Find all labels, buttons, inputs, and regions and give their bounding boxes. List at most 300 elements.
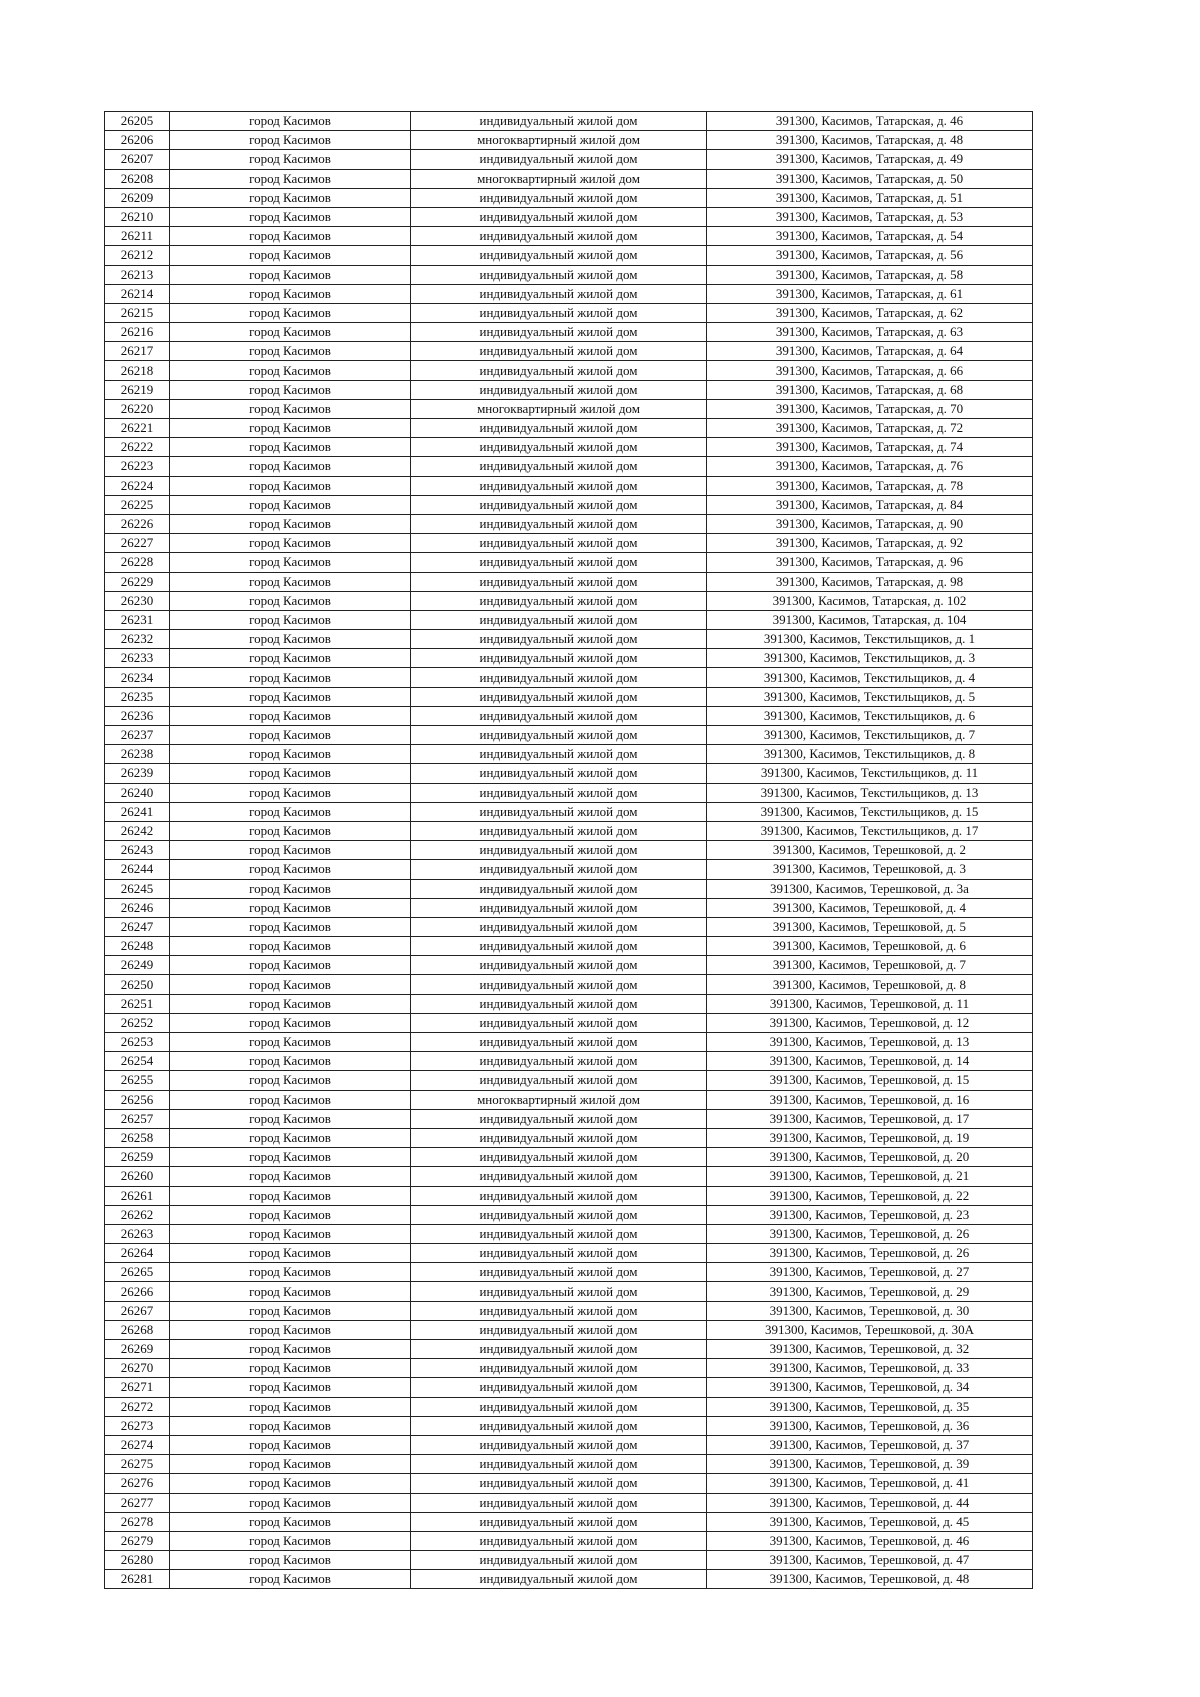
table-row [105,821,1033,840]
building-type-cell: индивидуальный жилой дом [411,150,707,169]
table-row [105,169,1033,188]
address-cell: 391300, Касимов, Терешковой, д. 11 [707,994,1033,1013]
building-type-cell: индивидуальный жилой дом [411,1531,707,1550]
building-type-cell: индивидуальный жилой дом [411,668,707,687]
building-type-cell: индивидуальный жилой дом [411,1263,707,1282]
municipality-cell: город Касимов [170,361,411,380]
record-number-cell: 26251 [105,994,170,1013]
building-type-cell: индивидуальный жилой дом [411,687,707,706]
address-cell: 391300, Касимов, Татарская, д. 84 [707,495,1033,514]
table-row [105,399,1033,418]
building-type-cell: индивидуальный жилой дом [411,860,707,879]
table-row [105,457,1033,476]
table-row [105,534,1033,553]
building-type-cell: индивидуальный жилой дом [411,380,707,399]
record-number-cell: 26215 [105,303,170,322]
address-cell: 391300, Касимов, Терешковой, д. 4 [707,898,1033,917]
table-row [105,419,1033,438]
address-cell: 391300, Касимов, Терешковой, д. 33 [707,1359,1033,1378]
building-type-cell: индивидуальный жилой дом [411,1282,707,1301]
address-cell: 391300, Касимов, Терешковой, д. 29 [707,1282,1033,1301]
record-number-cell: 26232 [105,630,170,649]
record-number-cell: 26271 [105,1378,170,1397]
building-type-cell: индивидуальный жилой дом [411,246,707,265]
building-type-cell: индивидуальный жилой дом [411,1474,707,1493]
building-type-cell: многоквартирный жилой дом [411,169,707,188]
address-cell: 391300, Касимов, Татарская, д. 72 [707,419,1033,438]
municipality-cell: город Касимов [170,514,411,533]
building-type-cell: индивидуальный жилой дом [411,1551,707,1570]
building-type-cell: индивидуальный жилой дом [411,1435,707,1454]
table-row [105,1340,1033,1359]
table-row [105,514,1033,533]
table-row [105,476,1033,495]
building-type-cell: индивидуальный жилой дом [411,706,707,725]
table-row [105,323,1033,342]
table-row [105,994,1033,1013]
address-cell: 391300, Касимов, Терешковой, д. 47 [707,1551,1033,1570]
municipality-cell: город Касимов [170,975,411,994]
address-cell: 391300, Касимов, Татарская, д. 104 [707,610,1033,629]
record-number-cell: 26209 [105,188,170,207]
building-type-cell: индивидуальный жилой дом [411,1570,707,1589]
table-row [105,668,1033,687]
address-cell: 391300, Касимов, Терешковой, д. 26 [707,1244,1033,1263]
municipality-cell: город Касимов [170,1340,411,1359]
record-number-cell: 26235 [105,687,170,706]
table-row [105,1570,1033,1589]
municipality-cell: город Касимов [170,1128,411,1147]
municipality-cell: город Касимов [170,1512,411,1531]
address-cell: 391300, Касимов, Терешковой, д. 41 [707,1474,1033,1493]
address-cell: 391300, Касимов, Текстильщиков, д. 1 [707,630,1033,649]
table-row [105,207,1033,226]
municipality-cell: город Касимов [170,1071,411,1090]
table-row [105,1263,1033,1282]
table-row [105,150,1033,169]
municipality-cell: город Касимов [170,1397,411,1416]
address-cell: 391300, Касимов, Терешковой, д. 27 [707,1263,1033,1282]
municipality-cell: город Касимов [170,1186,411,1205]
address-cell: 391300, Касимов, Татарская, д. 68 [707,380,1033,399]
record-number-cell: 26250 [105,975,170,994]
building-type-cell: индивидуальный жилой дом [411,1071,707,1090]
municipality-cell: город Касимов [170,956,411,975]
record-number-cell: 26238 [105,745,170,764]
address-cell: 391300, Касимов, Текстильщиков, д. 6 [707,706,1033,725]
table-row [105,1397,1033,1416]
building-type-cell: индивидуальный жилой дом [411,419,707,438]
municipality-cell: город Касимов [170,419,411,438]
record-number-cell: 26237 [105,726,170,745]
municipality-cell: город Касимов [170,1167,411,1186]
building-type-cell: индивидуальный жилой дом [411,764,707,783]
address-cell: 391300, Касимов, Терешковой, д. 30А [707,1320,1033,1339]
address-cell: 391300, Касимов, Терешковой, д. 12 [707,1013,1033,1032]
address-cell: 391300, Касимов, Терешковой, д. 3 [707,860,1033,879]
table-row [105,610,1033,629]
building-type-cell: индивидуальный жилой дом [411,553,707,572]
building-type-cell: индивидуальный жилой дом [411,1128,707,1147]
record-number-cell: 26261 [105,1186,170,1205]
municipality-cell: город Касимов [170,1109,411,1128]
address-cell: 391300, Касимов, Татарская, д. 74 [707,438,1033,457]
building-type-cell: индивидуальный жилой дом [411,898,707,917]
table-row [105,764,1033,783]
municipality-cell: город Касимов [170,1282,411,1301]
record-number-cell: 26277 [105,1493,170,1512]
record-number-cell: 26263 [105,1224,170,1243]
municipality-cell: город Касимов [170,457,411,476]
table-row [105,879,1033,898]
record-number-cell: 26222 [105,438,170,457]
address-cell: 391300, Касимов, Татарская, д. 98 [707,572,1033,591]
record-number-cell: 26210 [105,207,170,226]
municipality-cell: город Касимов [170,207,411,226]
record-number-cell: 26255 [105,1071,170,1090]
table-row [105,284,1033,303]
municipality-cell: город Касимов [170,1531,411,1550]
municipality-cell: город Касимов [170,323,411,342]
record-number-cell: 26254 [105,1052,170,1071]
address-cell: 391300, Касимов, Татарская, д. 78 [707,476,1033,495]
record-number-cell: 26242 [105,821,170,840]
municipality-cell: город Касимов [170,1474,411,1493]
housing-registry-table [104,111,1033,1589]
municipality-cell: город Касимов [170,649,411,668]
address-cell: 391300, Касимов, Татарская, д. 56 [707,246,1033,265]
building-type-cell: индивидуальный жилой дом [411,1033,707,1052]
building-type-cell: индивидуальный жилой дом [411,1512,707,1531]
building-type-cell: индивидуальный жилой дом [411,841,707,860]
table-row [105,1282,1033,1301]
record-number-cell: 26267 [105,1301,170,1320]
record-number-cell: 26246 [105,898,170,917]
municipality-cell: город Касимов [170,1416,411,1435]
address-cell: 391300, Касимов, Текстильщиков, д. 8 [707,745,1033,764]
municipality-cell: город Касимов [170,342,411,361]
building-type-cell: индивидуальный жилой дом [411,1340,707,1359]
municipality-cell: город Касимов [170,630,411,649]
record-number-cell: 26220 [105,399,170,418]
address-cell: 391300, Касимов, Татарская, д. 96 [707,553,1033,572]
record-number-cell: 26208 [105,169,170,188]
record-number-cell: 26213 [105,265,170,284]
table-row [105,572,1033,591]
record-number-cell: 26236 [105,706,170,725]
table-row [105,956,1033,975]
table-row [105,131,1033,150]
record-number-cell: 26245 [105,879,170,898]
table-row [105,1109,1033,1128]
municipality-cell: город Касимов [170,706,411,725]
municipality-cell: город Касимов [170,1052,411,1071]
municipality-cell: город Касимов [170,937,411,956]
record-number-cell: 26281 [105,1570,170,1589]
building-type-cell: индивидуальный жилой дом [411,265,707,284]
municipality-cell: город Касимов [170,726,411,745]
municipality-cell: город Касимов [170,783,411,802]
municipality-cell: город Касимов [170,994,411,1013]
building-type-cell: индивидуальный жилой дом [411,783,707,802]
address-cell: 391300, Касимов, Татарская, д. 102 [707,591,1033,610]
table-row [105,1186,1033,1205]
address-cell: 391300, Касимов, Татарская, д. 62 [707,303,1033,322]
record-number-cell: 26256 [105,1090,170,1109]
municipality-cell: город Касимов [170,1205,411,1224]
table-row [105,553,1033,572]
municipality-cell: город Касимов [170,1359,411,1378]
municipality-cell: город Касимов [170,1455,411,1474]
building-type-cell: индивидуальный жилой дом [411,649,707,668]
record-number-cell: 26230 [105,591,170,610]
building-type-cell: индивидуальный жилой дом [411,1378,707,1397]
record-number-cell: 26216 [105,323,170,342]
address-cell: 391300, Касимов, Татарская, д. 51 [707,188,1033,207]
municipality-cell: город Касимов [170,188,411,207]
address-cell: 391300, Касимов, Текстильщиков, д. 4 [707,668,1033,687]
table-row [105,1551,1033,1570]
municipality-cell: город Касимов [170,131,411,150]
record-number-cell: 26264 [105,1244,170,1263]
building-type-cell: индивидуальный жилой дом [411,879,707,898]
table-row [105,917,1033,936]
address-cell: 391300, Касимов, Терешковой, д. 6 [707,937,1033,956]
table-row [105,1013,1033,1032]
building-type-cell: индивидуальный жилой дом [411,495,707,514]
building-type-cell: индивидуальный жилой дом [411,1397,707,1416]
address-cell: 391300, Касимов, Терешковой, д. 20 [707,1148,1033,1167]
municipality-cell: город Касимов [170,246,411,265]
record-number-cell: 26252 [105,1013,170,1032]
record-number-cell: 26241 [105,802,170,821]
building-type-cell: индивидуальный жилой дом [411,591,707,610]
table-row [105,591,1033,610]
table-row [105,1493,1033,1512]
building-type-cell: индивидуальный жилой дом [411,323,707,342]
record-number-cell: 26207 [105,150,170,169]
record-number-cell: 26273 [105,1416,170,1435]
record-number-cell: 26226 [105,514,170,533]
building-type-cell: многоквартирный жилой дом [411,131,707,150]
building-type-cell: индивидуальный жилой дом [411,534,707,553]
municipality-cell: город Касимов [170,879,411,898]
record-number-cell: 26248 [105,937,170,956]
building-type-cell: индивидуальный жилой дом [411,1359,707,1378]
record-number-cell: 26211 [105,227,170,246]
record-number-cell: 26258 [105,1128,170,1147]
address-cell: 391300, Касимов, Терешковой, д. 8 [707,975,1033,994]
municipality-cell: город Касимов [170,917,411,936]
municipality-cell: город Касимов [170,150,411,169]
record-number-cell: 26262 [105,1205,170,1224]
address-cell: 391300, Касимов, Терешковой, д. 48 [707,1570,1033,1589]
table-row [105,630,1033,649]
table-row [105,246,1033,265]
address-cell: 391300, Касимов, Татарская, д. 46 [707,112,1033,131]
address-cell: 391300, Касимов, Татарская, д. 63 [707,323,1033,342]
address-cell: 391300, Касимов, Татарская, д. 70 [707,399,1033,418]
record-number-cell: 26275 [105,1455,170,1474]
municipality-cell: город Касимов [170,802,411,821]
table-row [105,380,1033,399]
municipality-cell: город Касимов [170,572,411,591]
table-row [105,438,1033,457]
address-cell: 391300, Касимов, Текстильщиков, д. 7 [707,726,1033,745]
municipality-cell: город Касимов [170,1378,411,1397]
municipality-cell: город Касимов [170,1493,411,1512]
address-cell: 391300, Касимов, Терешковой, д. 13 [707,1033,1033,1052]
record-number-cell: 26234 [105,668,170,687]
building-type-cell: индивидуальный жилой дом [411,994,707,1013]
municipality-cell: город Касимов [170,841,411,860]
address-cell: 391300, Касимов, Терешковой, д. 45 [707,1512,1033,1531]
address-cell: 391300, Касимов, Терешковой, д. 35 [707,1397,1033,1416]
building-type-cell: многоквартирный жилой дом [411,399,707,418]
record-number-cell: 26217 [105,342,170,361]
table-row [105,1378,1033,1397]
record-number-cell: 26272 [105,1397,170,1416]
building-type-cell: индивидуальный жилой дом [411,1167,707,1186]
table-row [105,1416,1033,1435]
municipality-cell: город Касимов [170,265,411,284]
building-type-cell: многоквартирный жилой дом [411,1090,707,1109]
record-number-cell: 26240 [105,783,170,802]
table-row [105,1205,1033,1224]
address-cell: 391300, Касимов, Текстильщиков, д. 5 [707,687,1033,706]
table-row [105,1359,1033,1378]
record-number-cell: 26244 [105,860,170,879]
building-type-cell: индивидуальный жилой дом [411,457,707,476]
record-number-cell: 26260 [105,1167,170,1186]
table-row [105,265,1033,284]
table-row [105,303,1033,322]
building-type-cell: индивидуальный жилой дом [411,112,707,131]
address-cell: 391300, Касимов, Терешковой, д. 14 [707,1052,1033,1071]
building-type-cell: индивидуальный жилой дом [411,610,707,629]
record-number-cell: 26205 [105,112,170,131]
record-number-cell: 26228 [105,553,170,572]
table-row [105,802,1033,821]
table-row [105,1244,1033,1263]
table-row [105,1435,1033,1454]
municipality-cell: город Касимов [170,687,411,706]
record-number-cell: 26266 [105,1282,170,1301]
record-number-cell: 26270 [105,1359,170,1378]
record-number-cell: 26239 [105,764,170,783]
table-row [105,937,1033,956]
municipality-cell: город Касимов [170,284,411,303]
table-row [105,342,1033,361]
building-type-cell: индивидуальный жилой дом [411,630,707,649]
building-type-cell: индивидуальный жилой дом [411,1013,707,1032]
address-cell: 391300, Касимов, Татарская, д. 66 [707,361,1033,380]
building-type-cell: индивидуальный жилой дом [411,188,707,207]
table-row [105,687,1033,706]
record-number-cell: 26268 [105,1320,170,1339]
table-row [105,1052,1033,1071]
municipality-cell: город Касимов [170,860,411,879]
table-row [105,1512,1033,1531]
building-type-cell: индивидуальный жилой дом [411,1301,707,1320]
building-type-cell: индивидуальный жилой дом [411,438,707,457]
address-cell: 391300, Касимов, Терешковой, д. 5 [707,917,1033,936]
building-type-cell: индивидуальный жилой дом [411,821,707,840]
address-cell: 391300, Касимов, Татарская, д. 76 [707,457,1033,476]
record-number-cell: 26278 [105,1512,170,1531]
address-cell: 391300, Касимов, Татарская, д. 61 [707,284,1033,303]
record-number-cell: 26280 [105,1551,170,1570]
municipality-cell: город Касимов [170,898,411,917]
municipality-cell: город Касимов [170,745,411,764]
address-cell: 391300, Касимов, Терешковой, д. 21 [707,1167,1033,1186]
record-number-cell: 26212 [105,246,170,265]
building-type-cell: индивидуальный жилой дом [411,476,707,495]
municipality-cell: город Касимов [170,1301,411,1320]
record-number-cell: 26206 [105,131,170,150]
address-cell: 391300, Касимов, Терешковой, д. 2 [707,841,1033,860]
record-number-cell: 26243 [105,841,170,860]
table-row [105,975,1033,994]
address-cell: 391300, Касимов, Татарская, д. 53 [707,207,1033,226]
building-type-cell: индивидуальный жилой дом [411,1244,707,1263]
municipality-cell: город Касимов [170,821,411,840]
table-row [105,1148,1033,1167]
table-row [105,1320,1033,1339]
table-row [105,1301,1033,1320]
address-cell: 391300, Касимов, Терешковой, д. 37 [707,1435,1033,1454]
table-row [105,1531,1033,1550]
building-type-cell: индивидуальный жилой дом [411,572,707,591]
table-row [105,188,1033,207]
municipality-cell: город Касимов [170,399,411,418]
record-number-cell: 26221 [105,419,170,438]
municipality-cell: город Касимов [170,495,411,514]
table-row [105,841,1033,860]
table-row [105,1474,1033,1493]
record-number-cell: 26223 [105,457,170,476]
municipality-cell: город Касимов [170,303,411,322]
address-cell: 391300, Касимов, Терешковой, д. 22 [707,1186,1033,1205]
building-type-cell: индивидуальный жилой дом [411,745,707,764]
municipality-cell: город Касимов [170,1570,411,1589]
record-number-cell: 26224 [105,476,170,495]
table-row [105,860,1033,879]
address-cell: 391300, Касимов, Терешковой, д. 34 [707,1378,1033,1397]
table-row [105,783,1033,802]
address-cell: 391300, Касимов, Терешковой, д. 19 [707,1128,1033,1147]
table-row [105,1167,1033,1186]
record-number-cell: 26249 [105,956,170,975]
record-number-cell: 26218 [105,361,170,380]
address-cell: 391300, Касимов, Татарская, д. 64 [707,342,1033,361]
municipality-cell: город Касимов [170,476,411,495]
building-type-cell: индивидуальный жилой дом [411,207,707,226]
record-number-cell: 26274 [105,1435,170,1454]
building-type-cell: индивидуальный жилой дом [411,956,707,975]
address-cell: 391300, Касимов, Текстильщиков, д. 3 [707,649,1033,668]
table-body [105,112,1033,1589]
address-cell: 391300, Касимов, Терешковой, д. 32 [707,1340,1033,1359]
building-type-cell: индивидуальный жилой дом [411,937,707,956]
municipality-cell: город Касимов [170,764,411,783]
municipality-cell: город Касимов [170,1013,411,1032]
municipality-cell: город Касимов [170,1551,411,1570]
record-number-cell: 26233 [105,649,170,668]
building-type-cell: индивидуальный жилой дом [411,1186,707,1205]
address-cell: 391300, Касимов, Терешковой, д. 7 [707,956,1033,975]
municipality-cell: город Касимов [170,112,411,131]
